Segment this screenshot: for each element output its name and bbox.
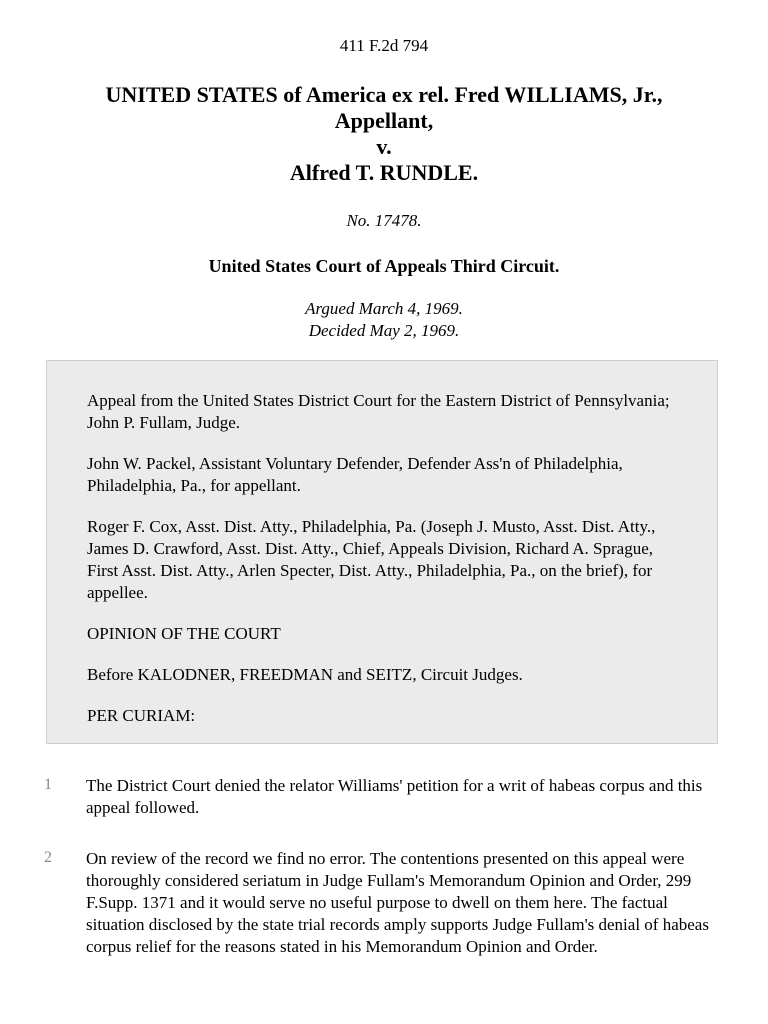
case-title-line-3: v. <box>376 134 392 159</box>
opinion-paragraph: On review of the record we find no error. The contentions presented on this appeal were thoroughly considered seriatum in Judge Fullam's Memorandum Opinion and Order, 299 F.Supp. 1371 and it would serve no useful purpose to dwell on them here. The factual situation disclosed by the state trial records amply supports Judge Fullam's denial of habeas corpus relief for the reasons stated in his Memorandum Opinion and Order. <box>86 849 709 956</box>
appellee-counsel: Roger F. Cox, Asst. Dist. Atty., Philadelphia, Pa. (Joseph J. Musto, Asst. Dist. Atty., James D. Crawford, Asst. Dist. Atty., Chief, Appeals Division, Richard A. Sprague, First Asst. Dist. Atty., Arlen Specter, Dist. Atty., Philadelphia, Pa., on the brief), for appellee. <box>87 517 656 602</box>
case-title-line-4: Alfred T. RUNDLE. <box>289 160 479 185</box>
paragraph-number: 2 <box>44 849 52 866</box>
court-name: United States Court of Appeals Third Circuit. <box>208 256 560 276</box>
case-dates <box>0 298 768 342</box>
docket-number: No. 17478. <box>346 211 422 230</box>
case-title-line-1: UNITED STATES of America ex rel. Fred WILLIAMS, Jr., <box>105 82 663 107</box>
paragraph-number: 1 <box>44 776 52 793</box>
case-title-line-2: Appellant, <box>334 108 434 133</box>
panel-judges: Before KALODNER, FREEDMAN and SEITZ, Circuit Judges. <box>87 665 523 684</box>
per-curiam: PER CURIAM: <box>87 706 196 725</box>
opinion-heading: OPINION OF THE COURT <box>87 624 281 643</box>
opinion-paragraph: The District Court denied the relator Williams' petition for a writ of habeas corpus and this appeal followed. <box>86 776 703 817</box>
appellant-counsel: John W. Packel, Assistant Voluntary Defender, Defender Ass'n of Philadelphia, Philadelphia, Pa., for appellant. <box>87 454 623 495</box>
case-summary-box <box>46 360 718 744</box>
citation: 411 F.2d 794 <box>339 36 429 55</box>
case-title <box>40 82 728 186</box>
argued-date: Argued March 4, 1969. <box>305 299 463 318</box>
decided-date: Decided May 2, 1969. <box>308 321 460 340</box>
appeal-info: Appeal from the United States District Court for the Eastern District of Pennsylvania; John P. Fullam, Judge. <box>87 391 670 432</box>
